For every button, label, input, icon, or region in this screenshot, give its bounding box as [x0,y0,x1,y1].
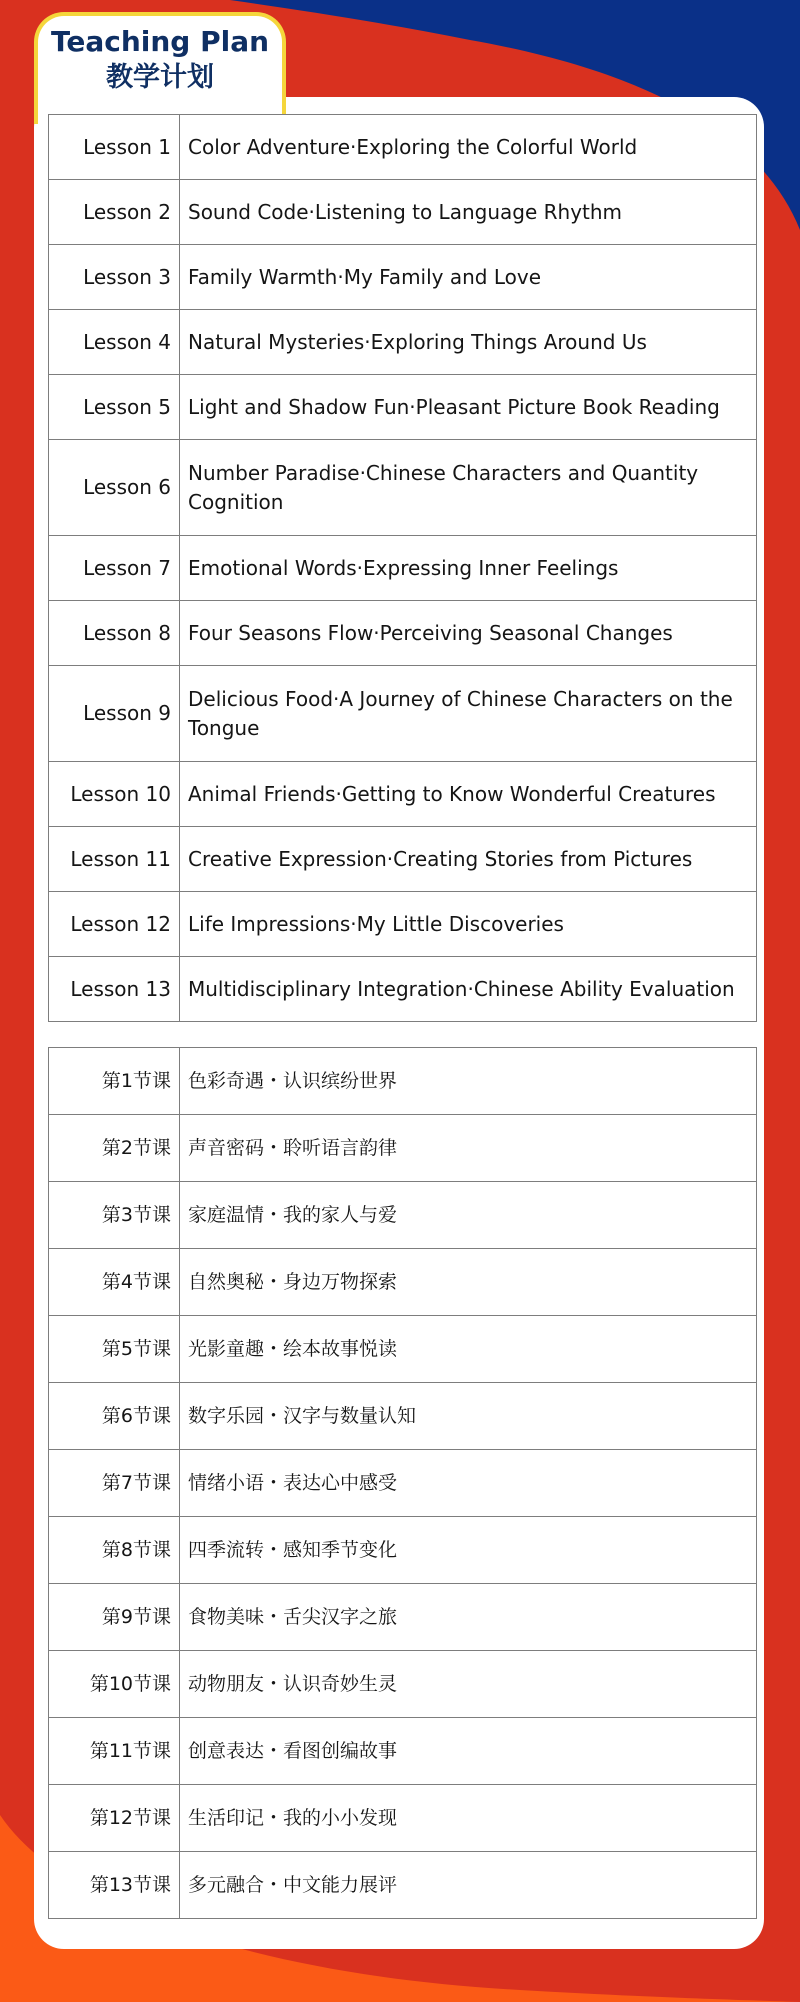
lesson-title: Emotional Words·Expressing Inner Feelings [180,536,757,601]
header-tab [34,12,286,124]
table-row [49,245,757,310]
table-row [49,440,757,536]
lesson-number: 第12节课 [49,1785,180,1852]
lesson-title: Color Adventure·Exploring the Colorful World [180,115,757,180]
lesson-title: 声音密码・聆听语言韵律 [180,1115,757,1182]
lesson-number: 第11节课 [49,1718,180,1785]
lesson-title: Life Impressions·My Little Discoveries [180,892,757,957]
title-zh: 教学计划 [106,62,214,93]
table-row [49,957,757,1022]
lesson-number: 第3节课 [49,1182,180,1249]
lesson-title: Creative Expression·Creating Stories from Pictures [180,827,757,892]
table-row [49,1450,757,1517]
table-row [49,1517,757,1584]
lesson-number: Lesson 10 [49,762,180,827]
lesson-title: 数字乐园・汉字与数量认知 [180,1383,757,1450]
table-row [49,1718,757,1785]
lesson-number: Lesson 11 [49,827,180,892]
table-row [49,1048,757,1115]
lesson-number: 第1节课 [49,1048,180,1115]
lesson-number: 第4节课 [49,1249,180,1316]
table-row [49,310,757,375]
lesson-number: 第7节课 [49,1450,180,1517]
lesson-title: Sound Code·Listening to Language Rhythm [180,180,757,245]
lesson-number: Lesson 3 [49,245,180,310]
lesson-title: Animal Friends·Getting to Know Wonderful Creatures [180,762,757,827]
lesson-title: Natural Mysteries·Exploring Things Around Us [180,310,757,375]
lesson-number: Lesson 2 [49,180,180,245]
lesson-title: 自然奥秘・身边万物探索 [180,1249,757,1316]
lesson-title: Light and Shadow Fun·Pleasant Picture Book Reading [180,375,757,440]
lesson-title: Family Warmth·My Family and Love [180,245,757,310]
lesson-number: 第13节课 [49,1852,180,1919]
lesson-number: 第9节课 [49,1584,180,1651]
table-row [49,375,757,440]
table-row [49,762,757,827]
table-row [49,1316,757,1383]
lesson-table-english [48,114,757,1022]
table-row [49,1785,757,1852]
lesson-number: Lesson 1 [49,115,180,180]
table-row [49,1249,757,1316]
lesson-title: Multidisciplinary Integration·Chinese Ability Evaluation [180,957,757,1022]
lesson-number: Lesson 5 [49,375,180,440]
lesson-title: 动物朋友・认识奇妙生灵 [180,1651,757,1718]
table-row [49,1651,757,1718]
lesson-title: 光影童趣・绘本故事悦读 [180,1316,757,1383]
title-en: Teaching Plan [50,25,270,58]
lesson-number: Lesson 7 [49,536,180,601]
table-row [49,180,757,245]
table-row [49,1584,757,1651]
table-row [49,1383,757,1450]
lesson-title: 多元融合・中文能力展评 [180,1852,757,1919]
lesson-title: 食物美味・舌尖汉字之旅 [180,1584,757,1651]
lesson-number: 第10节课 [49,1651,180,1718]
lesson-number: 第8节课 [49,1517,180,1584]
lesson-title: Number Paradise·Chinese Characters and Quantity Cognition [180,440,757,536]
lesson-title: 色彩奇遇・认识缤纷世界 [180,1048,757,1115]
table-row [49,892,757,957]
lesson-number: Lesson 13 [49,957,180,1022]
lesson-number: Lesson 8 [49,601,180,666]
lesson-number: Lesson 12 [49,892,180,957]
lesson-number: 第5节课 [49,1316,180,1383]
table-row [49,1115,757,1182]
table-row [49,827,757,892]
table-row [49,536,757,601]
table-row [49,1852,757,1919]
lesson-title: 四季流转・感知季节变化 [180,1517,757,1584]
table-row [49,115,757,180]
lesson-number: Lesson 6 [49,440,180,536]
lesson-title: Four Seasons Flow·Perceiving Seasonal Changes [180,601,757,666]
lesson-title: 家庭温情・我的家人与爱 [180,1182,757,1249]
lesson-number: Lesson 9 [49,666,180,762]
table-row [49,1182,757,1249]
lesson-number: 第6节课 [49,1383,180,1450]
lesson-table-chinese [48,1047,757,1919]
lesson-title: 情绪小语・表达心中感受 [180,1450,757,1517]
lesson-number: Lesson 4 [49,310,180,375]
lesson-title: 创意表达・看图创编故事 [180,1718,757,1785]
table-row [49,601,757,666]
lesson-title: 生活印记・我的小小发现 [180,1785,757,1852]
lesson-number: 第2节课 [49,1115,180,1182]
table-row [49,666,757,762]
lesson-title: Delicious Food·A Journey of Chinese Characters on the Tongue [180,666,757,762]
